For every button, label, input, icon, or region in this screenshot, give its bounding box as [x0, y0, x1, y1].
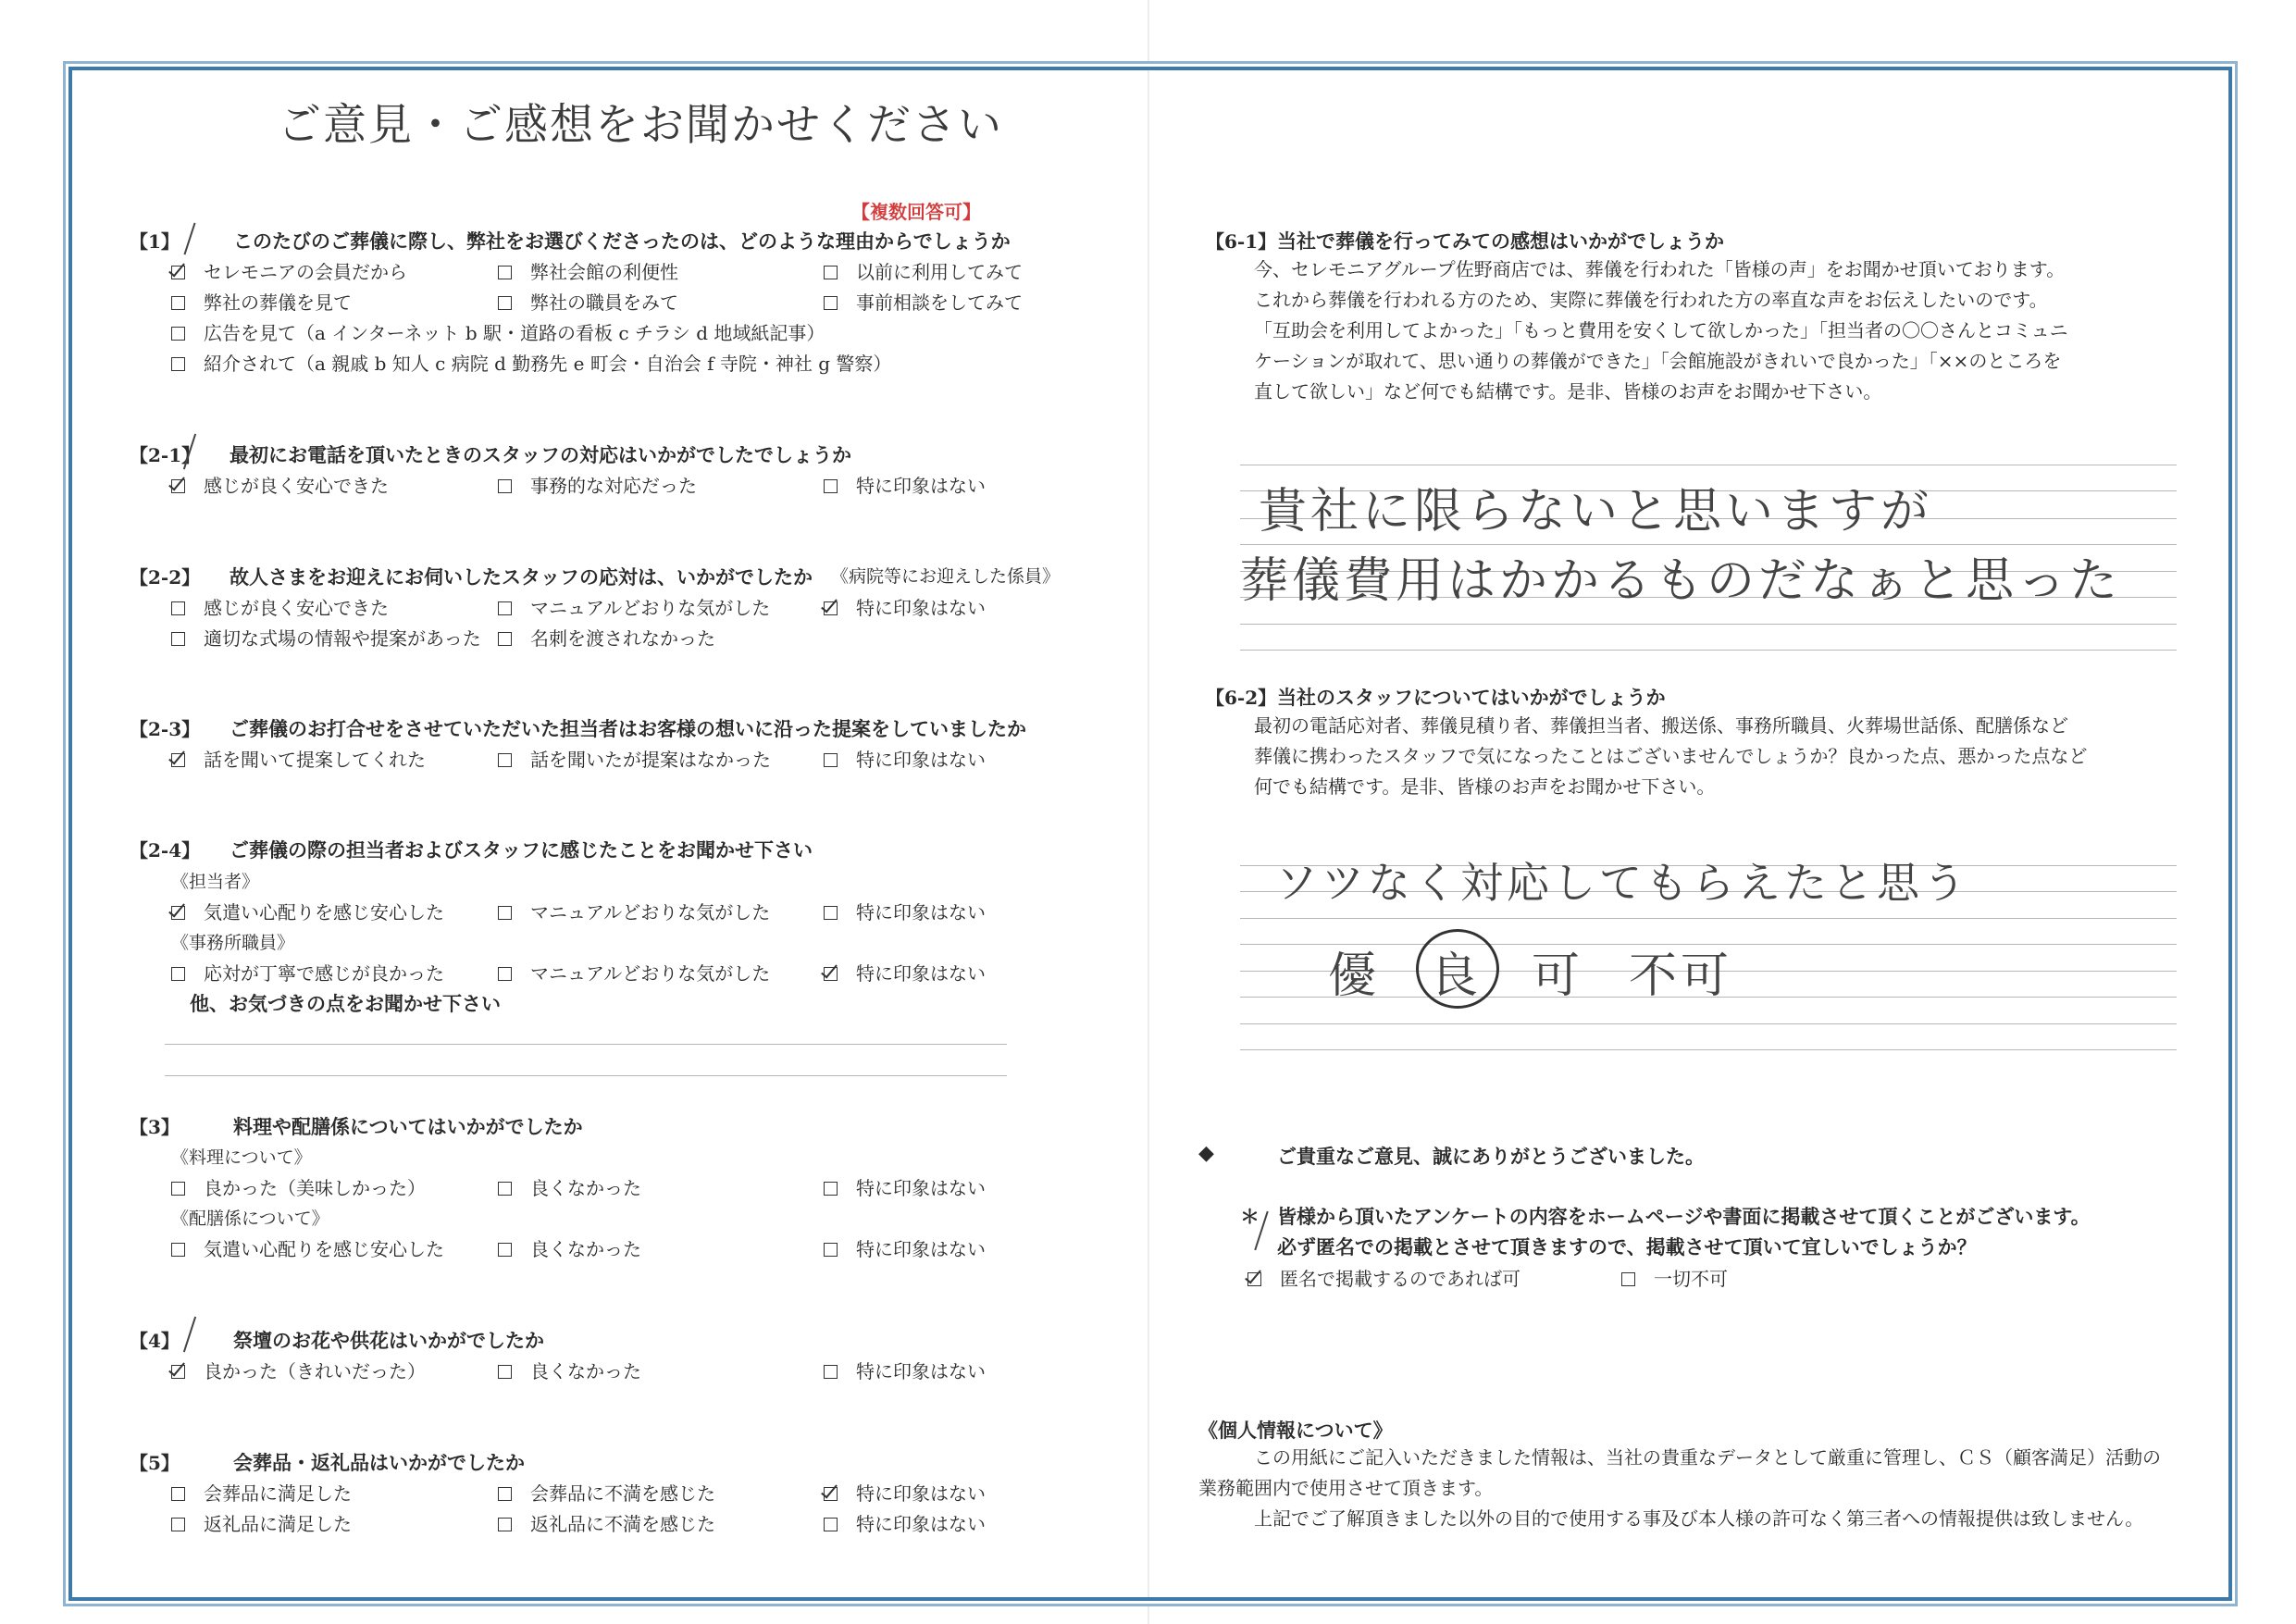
- q3-food-option-1[interactable]: 良かった（美味しかった）: [171, 1173, 426, 1200]
- q5-option-3[interactable]: 特に印象はない: [824, 1479, 986, 1506]
- checkbox-icon[interactable]: [171, 967, 185, 981]
- q62-handwritten-1: ソツなく対応してもらえたと思う: [1275, 858, 1969, 908]
- checkbox-icon[interactable]: [498, 266, 512, 279]
- privacy-line-1: この用紙にご記入いただきました情報は、当社の貴重なデータとして厳重に管理し、ＣＳ（顧客満足）活動の: [1254, 1446, 2161, 1469]
- q61-line-5: 直して欲しい」など何でも結構です。是非、皆様のお声をお聞かせ下さい。: [1254, 380, 1882, 403]
- checkbox-icon[interactable]: [498, 296, 512, 310]
- q24-other-line-2[interactable]: [165, 1075, 1007, 1076]
- q21-number: 【2-1】: [130, 444, 201, 466]
- checkbox-icon[interactable]: [824, 1243, 838, 1257]
- checkbox-checked-icon[interactable]: [171, 906, 185, 920]
- checkbox-icon[interactable]: [171, 327, 185, 341]
- q24-other-line-1[interactable]: [165, 1044, 1007, 1045]
- q24-number: 【2-4】: [130, 839, 201, 862]
- checkbox-icon[interactable]: [498, 632, 512, 646]
- q1-option-4[interactable]: 弊社の葬儀を見て: [171, 288, 352, 315]
- q22-option-2[interactable]: マニュアルどおりな気がした: [498, 593, 770, 620]
- checkbox-icon[interactable]: [498, 906, 512, 920]
- q24-office-option-3[interactable]: 特に印象はない: [824, 959, 986, 986]
- q4-number: 【4】: [130, 1330, 180, 1352]
- checkbox-icon[interactable]: [498, 1182, 512, 1196]
- q3-serving-option-3[interactable]: 特に印象はない: [824, 1234, 986, 1261]
- q24-sub-office: 《事務所職員》: [171, 933, 295, 953]
- q62-question: 当社のスタッフについてはいかがでしょうか: [1277, 686, 1666, 709]
- q24-staff-option-3[interactable]: 特に印象はない: [824, 898, 986, 924]
- q1-option-8[interactable]: 紹介されて（a 親戚 b 知人 c 病院 d 勤務先 e 町会・自治会 f 寺院・神社 g 警察）: [171, 349, 891, 376]
- checkbox-checked-icon[interactable]: [824, 1487, 838, 1501]
- q1-option-7[interactable]: 広告を見て（a インターネット b 駅・道路の看板 c チラシ d 地域紙記事）: [171, 318, 825, 345]
- q5-option-2[interactable]: 会葬品に不満を感じた: [498, 1479, 715, 1506]
- q61-line-1: 今、セレモニアグループ佐野商店では、葬儀を行われた「皆様の声」をお聞かせ頂いております。: [1254, 258, 2066, 280]
- q1-option-6[interactable]: 事前相談をしてみて: [824, 288, 1023, 315]
- q61-question: 当社で葬儀を行ってみての感想はいかがでしょうか: [1277, 229, 1724, 253]
- q21-option-1[interactable]: 感じが良く安心できた: [171, 471, 389, 498]
- diamond-bullet-icon: ◆: [1198, 1142, 1214, 1165]
- q23-option-3[interactable]: 特に印象はない: [824, 745, 986, 772]
- q22-note: 《病院等にお迎えした係員》: [831, 566, 1061, 587]
- q4-question: 祭壇のお花や供花はいかがでしたか: [233, 1329, 544, 1352]
- q1-option-3[interactable]: 以前に利用してみて: [824, 257, 1023, 284]
- checkbox-icon[interactable]: [824, 1365, 838, 1379]
- q5-option-6[interactable]: 特に印象はない: [824, 1509, 986, 1536]
- q62-line-2: 葬儀に携わったスタッフで気になったことはございませんでしょうか？良かった点、悪かった点など: [1254, 745, 2088, 767]
- q3-food-option-2[interactable]: 良くなかった: [498, 1173, 641, 1200]
- q21-option-3[interactable]: 特に印象はない: [824, 471, 986, 498]
- q1-option-1[interactable]: セレモニアの会員だから: [171, 257, 407, 284]
- q22-option-1[interactable]: 感じが良く安心できた: [171, 593, 389, 620]
- q61-number: 【6-1】: [1206, 230, 1277, 253]
- checkbox-icon[interactable]: [824, 266, 838, 279]
- checkbox-icon[interactable]: [171, 1182, 185, 1196]
- q5-option-1[interactable]: 会葬品に満足した: [171, 1479, 352, 1506]
- q4-option-1[interactable]: 良かった（きれいだった）: [171, 1357, 426, 1383]
- q24-staff-option-1[interactable]: 気遣い心配りを感じ安心した: [171, 898, 444, 924]
- q61-answer-line[interactable]: [1240, 650, 2177, 651]
- q62-line-3: 何でも結構です。是非、皆様のお声をお聞かせ下さい。: [1254, 775, 1716, 798]
- checkbox-checked-icon[interactable]: [824, 967, 838, 981]
- q3-serving-option-1[interactable]: 気遣い心配りを感じ安心した: [171, 1234, 444, 1261]
- q5-number: 【5】: [130, 1452, 180, 1474]
- checkbox-icon[interactable]: [498, 479, 512, 493]
- q5-question: 会葬品・返礼品はいかがでしたか: [233, 1451, 525, 1474]
- privacy-heading: 《個人情報について》: [1198, 1419, 1393, 1442]
- checkbox-icon[interactable]: [498, 753, 512, 767]
- checkbox-icon[interactable]: [498, 1365, 512, 1379]
- checkbox-icon[interactable]: [498, 967, 512, 981]
- q22-option-5[interactable]: 名刺を渡されなかった: [498, 624, 715, 651]
- q62-line-1: 最初の電話応対者、葬儀見積り者、葬儀担当者、搬送係、事務所職員、火葬場世話係、配膳係など: [1254, 714, 2068, 737]
- checkbox-icon[interactable]: [824, 753, 838, 767]
- checkbox-icon[interactable]: [171, 601, 185, 615]
- checkbox-icon[interactable]: [1621, 1272, 1635, 1286]
- checkbox-icon[interactable]: [498, 1487, 512, 1501]
- privacy-line-3: 上記でご了解頂きました以外の目的で使用する事及び本人様の許可なく第三者への情報提供は致しません。: [1254, 1507, 2144, 1530]
- checkbox-icon[interactable]: [824, 1518, 838, 1531]
- q62-number: 【6-2】: [1206, 687, 1277, 709]
- page-title: ご意見・ご感想をお聞かせください: [278, 100, 1003, 151]
- checkbox-icon[interactable]: [171, 357, 185, 371]
- q62-answer-line[interactable]: [1240, 1049, 2177, 1050]
- checkbox-icon[interactable]: [498, 601, 512, 615]
- publish-line-1: 皆様から頂いたアンケートの内容をホームページや書面に掲載させて頂くことがございます。: [1277, 1205, 2091, 1228]
- q24-question: ご葬儀の際の担当者およびスタッフに感じたことをお聞かせ下さい: [230, 838, 813, 862]
- multi-answer-note: 【複数回答可】: [851, 201, 981, 223]
- q62-grade-poor: 不可: [1629, 948, 1733, 1004]
- q3-food-option-3[interactable]: 特に印象はない: [824, 1173, 986, 1200]
- q3-sub-serving: 《配膳係について》: [171, 1209, 329, 1229]
- checkbox-checked-icon[interactable]: [824, 601, 838, 615]
- q62-answer-line[interactable]: [1240, 1023, 2177, 1024]
- q3-number: 【3】: [130, 1116, 180, 1138]
- q24-staff-option-2[interactable]: マニュアルどおりな気がした: [498, 898, 770, 924]
- publish-option-anonymous[interactable]: 匿名で掲載するのであれば可: [1247, 1264, 1520, 1291]
- circle-mark-icon: [1416, 929, 1499, 1009]
- q62-grade-fair: 可: [1532, 948, 1584, 1004]
- q61-handwritten-2: 葬儀費用はかかるものだなぁと思った: [1240, 553, 2122, 609]
- checkbox-icon[interactable]: [824, 1182, 838, 1196]
- q24-sub-staff: 《担当者》: [171, 872, 260, 892]
- q61-line-2: これから葬儀を行われる方のため、実際に葬儀を行われた方の率直な声をお伝えしたいのです。: [1254, 289, 2048, 311]
- q24-other-label: 他、お気づきの点をお聞かせ下さい: [190, 992, 501, 1015]
- checkbox-checked-icon[interactable]: [1247, 1272, 1261, 1286]
- checkbox-icon[interactable]: [171, 1518, 185, 1531]
- checkbox-checked-icon[interactable]: [171, 479, 185, 493]
- q62-grade-excellent: 優: [1328, 948, 1381, 1004]
- checkbox-icon[interactable]: [824, 479, 838, 493]
- thanks-text: ご貴重なご意見、誠にありがとうございました。: [1277, 1145, 1705, 1168]
- checkbox-icon[interactable]: [171, 296, 185, 310]
- q24-office-option-1[interactable]: 応対が丁寧で感じが良かった: [171, 959, 444, 986]
- checkbox-icon[interactable]: [171, 1243, 185, 1257]
- q23-question: ご葬儀のお打合せをさせていただいた担当者はお客様の想いに沿った提案をしていましたか: [230, 717, 1026, 740]
- checkbox-icon[interactable]: [171, 632, 185, 646]
- q3-serving-option-2[interactable]: 良くなかった: [498, 1234, 641, 1261]
- q61-line-3: 「互助会を利用してよかった」「もっと費用を安くして欲しかった」「担当者の〇〇さんとコミュニ: [1254, 319, 2068, 341]
- checkbox-icon[interactable]: [824, 296, 838, 310]
- publish-option-none[interactable]: 一切不可: [1621, 1264, 1728, 1291]
- q22-question: 故人さまをお迎えにお伺いしたスタッフの応対は、いかがでしたか: [230, 565, 813, 589]
- publish-line-2: 必ず匿名での掲載とさせて頂きますので、掲載させて頂いて宜しいでしょうか？: [1277, 1235, 1977, 1258]
- q1-question: このたびのご葬儀に際し、弊社をお選びくださったのは、どのような理由からでしょうか: [233, 229, 1011, 253]
- checkbox-icon[interactable]: [171, 1487, 185, 1501]
- q5-option-5[interactable]: 返礼品に不満を感じた: [498, 1509, 715, 1536]
- checkbox-icon[interactable]: [498, 1518, 512, 1531]
- asterisk-mark: ＊: [1240, 1205, 1260, 1228]
- q61-line-4: ケーションが取れて、思い通りの葬儀ができた」「会館施設がきれいで良かった」「××のところを: [1254, 350, 2062, 372]
- q62-grade-good: 良: [1430, 948, 1483, 1004]
- q21-option-2[interactable]: 事務的な対応だった: [498, 471, 697, 498]
- q62-answer-line[interactable]: [1240, 918, 2177, 919]
- q22-number: 【2-2】: [130, 566, 201, 589]
- q3-sub-food: 《料理について》: [171, 1147, 312, 1168]
- q3-question: 料理や配膳係についてはいかがでしたか: [233, 1115, 583, 1138]
- q4-option-2[interactable]: 良くなかった: [498, 1357, 641, 1383]
- q1-option-2[interactable]: 弊社会館の利便性: [498, 257, 678, 284]
- q24-office-option-2[interactable]: マニュアルどおりな気がした: [498, 959, 770, 986]
- q23-option-2[interactable]: 話を聞いたが提案はなかった: [498, 745, 771, 772]
- q22-option-4[interactable]: 適切な式場の情報や提案があった: [171, 624, 481, 651]
- q23-number: 【2-3】: [130, 718, 201, 740]
- checkbox-checked-icon[interactable]: [171, 266, 185, 279]
- privacy-line-2: 業務範囲内で使用させて頂きます。: [1198, 1477, 1494, 1499]
- q4-option-3[interactable]: 特に印象はない: [824, 1357, 986, 1383]
- q23-option-1[interactable]: 話を聞いて提案してくれた: [171, 745, 426, 772]
- checkbox-icon[interactable]: [498, 1243, 512, 1257]
- checkbox-checked-icon[interactable]: [171, 753, 185, 767]
- q61-answer-line[interactable]: [1240, 624, 2177, 625]
- checkbox-checked-icon[interactable]: [171, 1365, 185, 1379]
- q1-option-5[interactable]: 弊社の職員をみて: [498, 288, 678, 315]
- q1-number: 【1】: [130, 230, 180, 253]
- q22-option-3[interactable]: 特に印象はない: [824, 593, 986, 620]
- q21-question: 最初にお電話を頂いたときのスタッフの対応はいかがでしたでしょうか: [230, 443, 851, 466]
- q61-handwritten-1: 貴社に限らないと思いますが: [1259, 484, 1933, 539]
- checkbox-icon[interactable]: [824, 906, 838, 920]
- q5-option-4[interactable]: 返礼品に満足した: [171, 1509, 352, 1536]
